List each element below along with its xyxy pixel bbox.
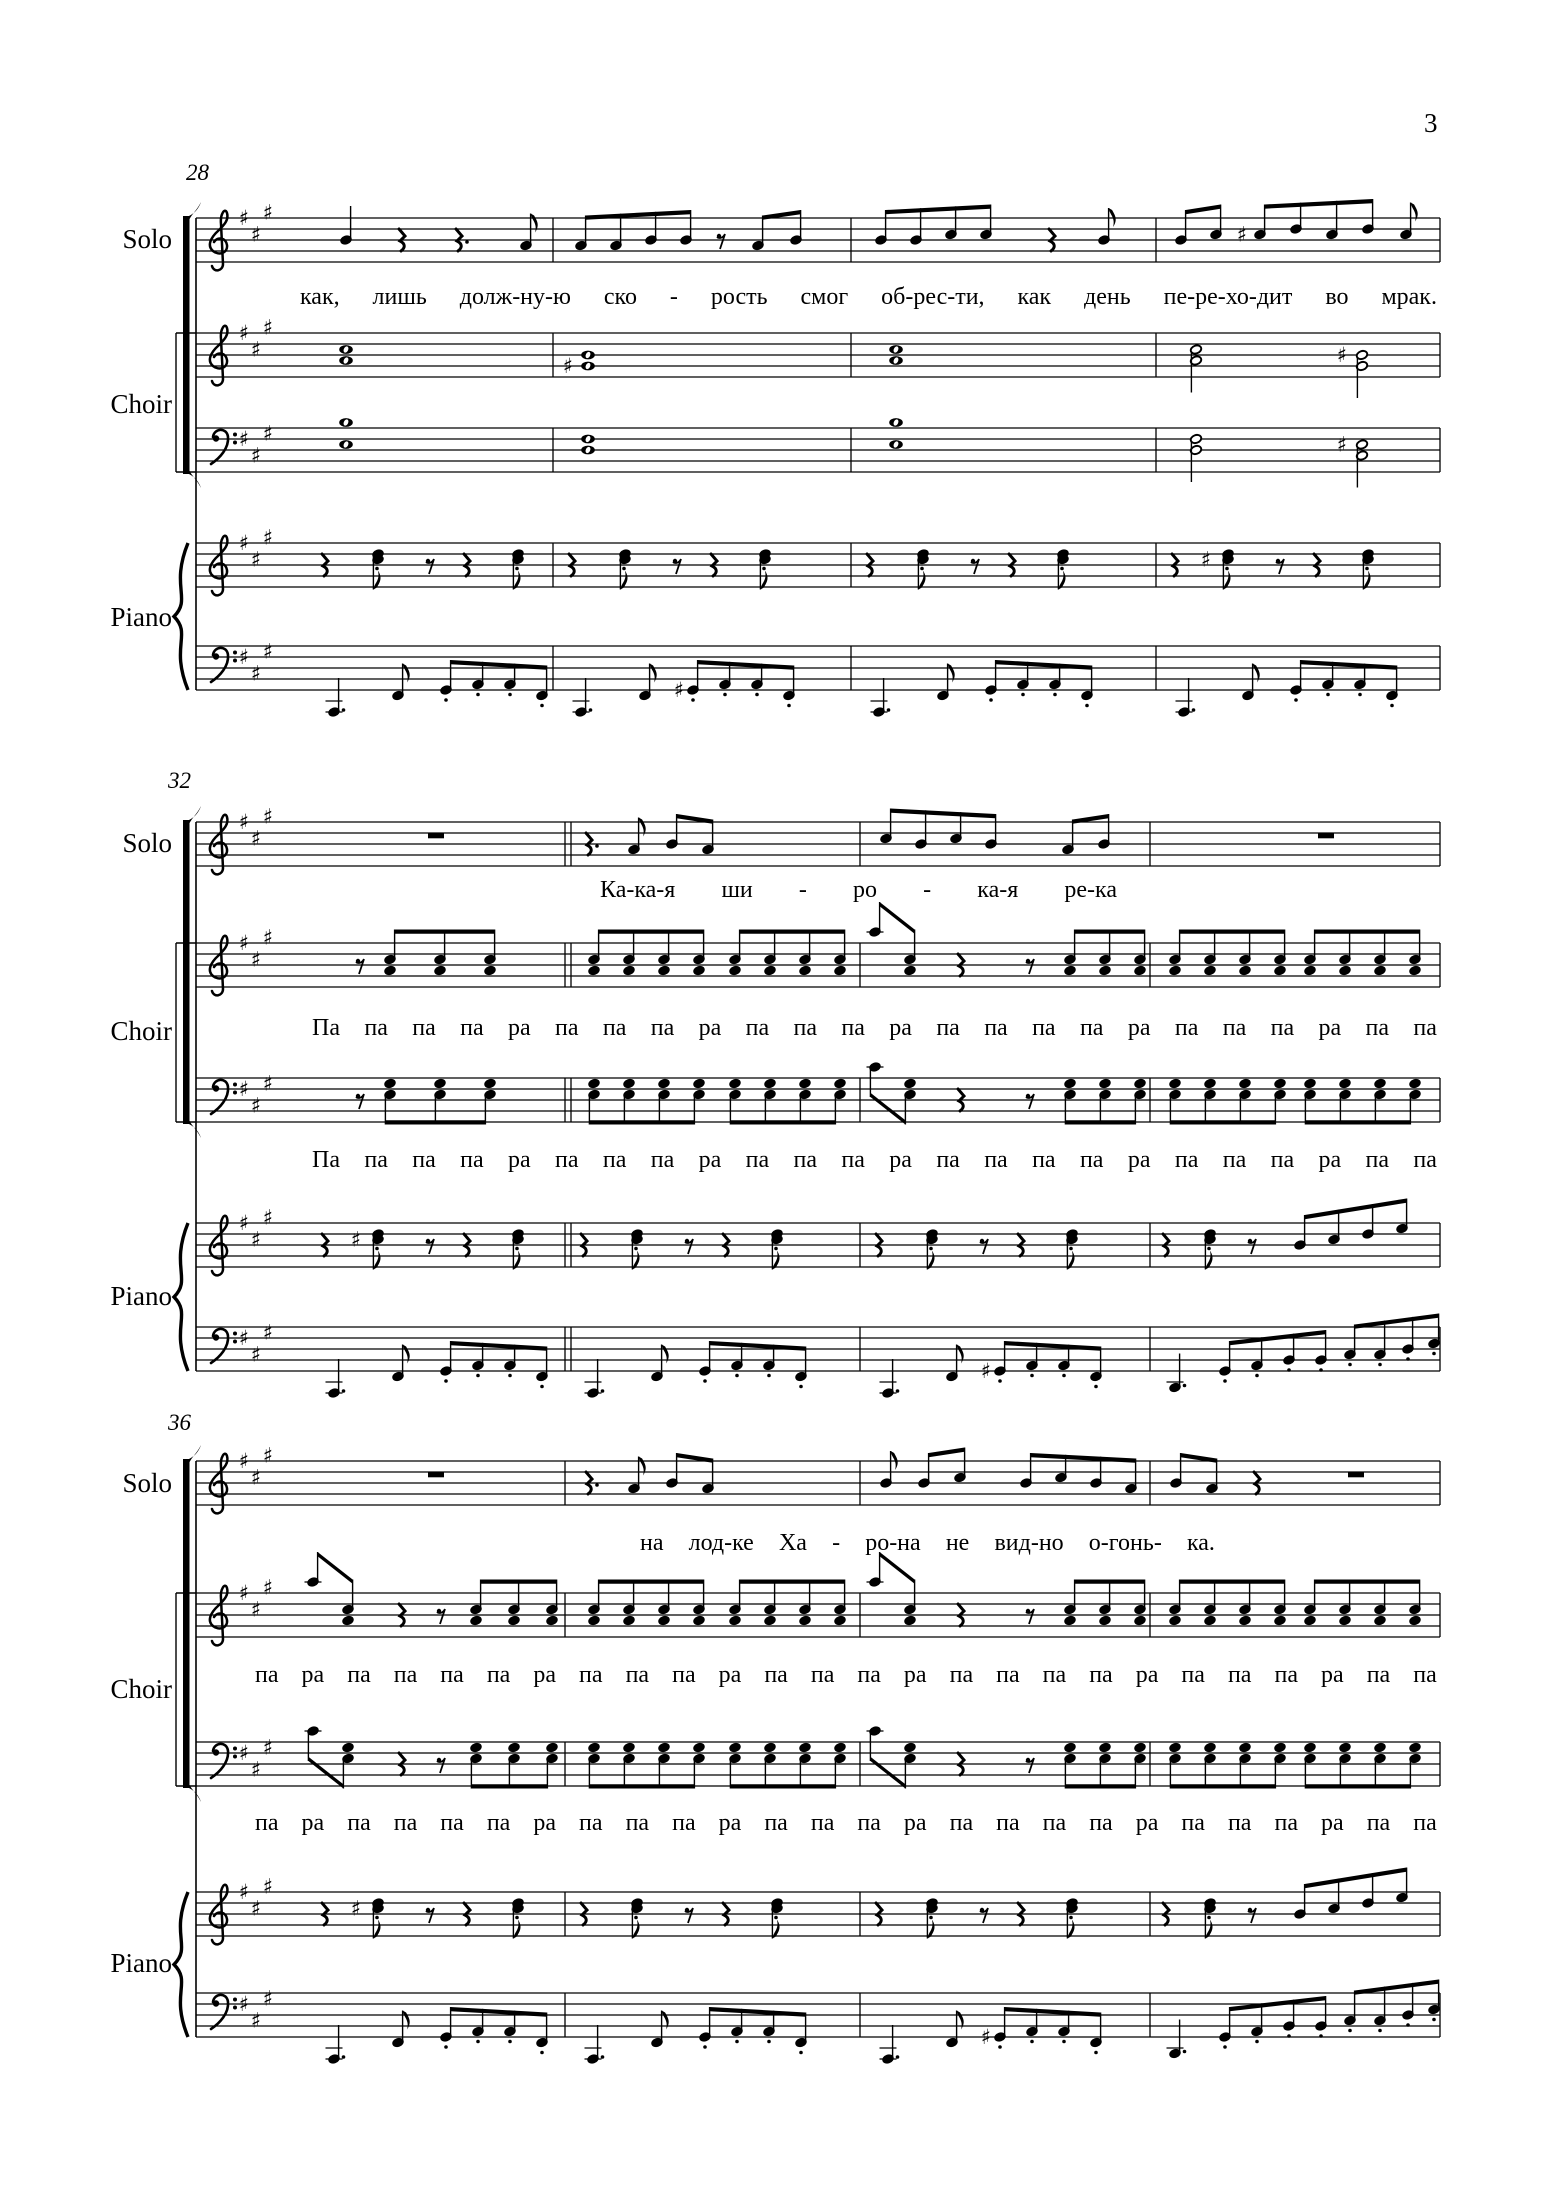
svg-text:♯: ♯: [238, 531, 250, 555]
lyric-syllable: ре-ка: [1064, 877, 1117, 903]
lyric-syllable: ра: [889, 1147, 912, 1173]
svg-text:♯: ♯: [238, 1741, 250, 1765]
svg-text:♯: ♯: [262, 1320, 274, 1345]
lyric-syllable: па: [1365, 1015, 1390, 1041]
lyric-syllable: па: [764, 1662, 788, 1688]
lyric-syllable: ра: [1127, 1015, 1151, 1041]
lyric-syllable: ра: [301, 1662, 325, 1688]
lyric-syllable: ра: [889, 1015, 912, 1041]
svg-text:♯: ♯: [238, 931, 250, 955]
lyric-syllable: ра: [698, 1147, 722, 1173]
instrument-label-choir: Choir: [110, 1674, 172, 1704]
lyric-syllable: па: [1079, 1015, 1104, 1041]
lyric-syllable: па: [810, 1662, 835, 1688]
lyric-syllable: па: [364, 1147, 388, 1173]
page-number: 3: [1424, 108, 1438, 138]
lyric-syllable: па: [1366, 1810, 1391, 1836]
lyric-syllable: па: [1227, 1810, 1252, 1836]
lyric-syllable: па: [1413, 1015, 1437, 1041]
choir-lyrics-top-line: [312, 1014, 1437, 1042]
lyric-syllable: па: [1413, 1147, 1437, 1173]
svg-text:♯: ♯: [262, 925, 274, 950]
lyric-syllable: ка.: [1186, 1530, 1215, 1556]
svg-text:♯: ♯: [238, 427, 250, 451]
lyric-syllable: па: [1089, 1662, 1113, 1688]
choir-bass-staff: [196, 1061, 1440, 1124]
lyric-syllable: па: [810, 1810, 835, 1836]
svg-text:♯: ♯: [250, 1227, 262, 1252]
solo-staff: [196, 199, 1440, 270]
lyric-syllable: ра: [1127, 1147, 1151, 1173]
lyric-syllable: па: [1042, 1662, 1067, 1688]
lyric-syllable: ра: [698, 1015, 722, 1041]
svg-text:♯: ♯: [262, 1575, 274, 1600]
lyric-syllable: па: [412, 1015, 436, 1041]
bass-clef-icon: [211, 1995, 237, 2029]
lyric-syllable: па: [625, 1662, 650, 1688]
lyric-syllable: па: [1270, 1147, 1295, 1173]
lyric-syllable: об-рес-ти,: [881, 284, 985, 310]
lyric-syllable: па: [793, 1015, 818, 1041]
lyric-syllable: па: [857, 1662, 881, 1688]
lyric-syllable: Ха: [778, 1530, 807, 1556]
choir-treble-staff: [196, 316, 1440, 399]
svg-text:♯: ♯: [250, 1757, 262, 1782]
lyric-syllable: па: [393, 1662, 418, 1688]
lyric-syllable: па: [984, 1015, 1008, 1041]
lyric-syllable: па: [460, 1015, 484, 1041]
lyric-syllable: па: [793, 1147, 818, 1173]
lyric-syllable: ра: [718, 1662, 742, 1688]
svg-text:♯: ♯: [262, 804, 274, 829]
lyric-syllable: па: [579, 1810, 603, 1836]
lyric-syllable: пе-ре-хо-дит: [1163, 284, 1293, 310]
lyric-syllable: па: [1413, 1662, 1437, 1688]
lyric-syllable: ра: [1318, 1147, 1342, 1173]
lyric-syllable: па: [996, 1662, 1020, 1688]
lyric-syllable: па: [1079, 1147, 1104, 1173]
lyric-syllable: мрак.: [1381, 284, 1437, 310]
lyric-syllable: па: [486, 1810, 511, 1836]
lyric-syllable: па: [555, 1147, 579, 1173]
svg-text:♯: ♯: [350, 1227, 362, 1252]
lyric-syllable: па: [347, 1662, 371, 1688]
lyric-syllable: вид-но: [994, 1530, 1064, 1556]
lyric-syllable: ра: [1321, 1662, 1344, 1688]
svg-text:♯: ♯: [250, 1342, 262, 1367]
svg-text:♯: ♯: [238, 1211, 250, 1235]
instrument-label-choir: Choir: [110, 1016, 172, 1046]
lyric-syllable: па: [393, 1810, 418, 1836]
lyric-syllable: па: [1365, 1147, 1390, 1173]
lyric-syllable: па: [1413, 1810, 1437, 1836]
lyric-syllable: Ка-ка-я: [600, 877, 676, 903]
lyric-syllable: как,: [300, 284, 340, 310]
lyric-syllable: па: [1032, 1147, 1056, 1173]
lyric-syllable: па: [440, 1662, 464, 1688]
lyric-syllable: лод-ке: [688, 1530, 754, 1556]
svg-text:♯: ♯: [250, 826, 262, 851]
solo-lyrics-line: [600, 876, 1117, 904]
piano-bass-staff: [196, 640, 1440, 718]
lyric-syllable: па: [364, 1015, 388, 1041]
solo-staff: [196, 1444, 1440, 1514]
lyric-syllable: ра: [718, 1810, 742, 1836]
piano-bass-staff: [196, 1980, 1440, 2065]
svg-text:♯: ♯: [250, 222, 262, 247]
svg-text:♯: ♯: [262, 1443, 274, 1468]
lyric-syllable: день: [1084, 284, 1131, 310]
lyric-syllable: па: [1366, 1662, 1391, 1688]
lyric-syllable: как: [1017, 284, 1052, 310]
lyric-syllable: па: [841, 1147, 865, 1173]
svg-text:♯: ♯: [262, 1735, 274, 1760]
svg-text:♯: ♯: [262, 1874, 274, 1899]
lyric-syllable: рость: [710, 284, 768, 310]
lyric-syllable: па: [625, 1810, 650, 1836]
svg-text:♯: ♯: [250, 443, 262, 468]
lyric-syllable: па: [949, 1662, 974, 1688]
svg-text:♯: ♯: [238, 1880, 250, 1904]
svg-text:♯: ♯: [250, 1093, 262, 1118]
instrument-label-choir: Choir: [110, 389, 172, 419]
piano-treble-staff: [196, 526, 1440, 596]
lyric-syllable: па: [1042, 1810, 1067, 1836]
svg-text:♯: ♯: [238, 1077, 250, 1101]
choir-bass-staff: [196, 1725, 1440, 1788]
lyric-syllable: ско: [603, 284, 637, 310]
instrument-label-solo: Solo: [122, 1468, 172, 1498]
svg-text:♯: ♯: [262, 1071, 274, 1096]
lyric-syllable: па: [857, 1810, 881, 1836]
lyric-syllable: ра: [903, 1662, 927, 1688]
lyric-syllable: па: [996, 1810, 1020, 1836]
lyric-syllable: па: [1181, 1662, 1205, 1688]
svg-text:♯: ♯: [238, 321, 250, 345]
system-1: [174, 199, 1440, 718]
lyric-syllable: па: [672, 1662, 696, 1688]
lyric-syllable: па: [1270, 1015, 1295, 1041]
svg-text:♯: ♯: [262, 639, 274, 664]
lyric-syllable: ра: [301, 1810, 325, 1836]
lyric-syllable: па: [555, 1015, 579, 1041]
lyric-syllable: па: [1222, 1147, 1247, 1173]
lyric-syllable: па: [602, 1147, 627, 1173]
lyric-syllable: -: [669, 284, 678, 310]
lyric-syllable: ра: [533, 1662, 556, 1688]
svg-text:♯: ♯: [262, 1986, 274, 2011]
svg-text:♯: ♯: [1200, 547, 1212, 572]
lyric-syllable: па: [579, 1662, 603, 1688]
lyric-syllable: долж-ну-ю: [459, 284, 571, 310]
lyric-syllable: лишь: [372, 284, 427, 310]
lyric-syllable: па: [764, 1810, 788, 1836]
svg-text:♯: ♯: [350, 1896, 362, 1921]
lyric-syllable: па: [1032, 1015, 1056, 1041]
svg-text:♯: ♯: [238, 1581, 250, 1605]
instrument-label-solo: Solo: [122, 828, 172, 858]
svg-text:♯: ♯: [238, 1992, 250, 2016]
svg-text:♯: ♯: [1336, 343, 1348, 367]
choir-treble-staff: [196, 1552, 1440, 1645]
lyric-syllable: па: [745, 1015, 770, 1041]
piano-treble-staff: [196, 1199, 1440, 1276]
svg-text:♯: ♯: [980, 2025, 992, 2049]
bass-clef-icon: [211, 648, 237, 682]
svg-text:♯: ♯: [238, 206, 250, 230]
lyric-syllable: ра: [507, 1147, 531, 1173]
svg-text:♯: ♯: [673, 678, 685, 702]
measure-number: 36: [168, 1410, 191, 1435]
svg-text:♯: ♯: [262, 315, 274, 340]
lyric-syllable: па: [1227, 1662, 1252, 1688]
svg-text:♯: ♯: [250, 1465, 262, 1490]
svg-text:♯: ♯: [562, 354, 574, 378]
lyric-syllable: па: [650, 1147, 675, 1173]
piano-bass-staff: [196, 1314, 1440, 1399]
svg-text:♯: ♯: [250, 947, 262, 972]
lyric-syllable: па: [1089, 1810, 1113, 1836]
svg-text:♯: ♯: [262, 421, 274, 446]
svg-text:♯: ♯: [262, 525, 274, 550]
choir-treble-staff: [196, 902, 1440, 995]
measure-number: 28: [186, 160, 209, 185]
lyric-syllable: ра: [1318, 1015, 1342, 1041]
lyric-syllable: -: [798, 877, 807, 903]
svg-text:♯: ♯: [250, 2008, 262, 2033]
svg-text:♯: ♯: [980, 1359, 992, 1383]
lyric-syllable: па: [347, 1810, 371, 1836]
svg-text:♯: ♯: [238, 645, 250, 669]
lyric-syllable: па: [984, 1147, 1008, 1173]
lyric-syllable: смог: [800, 284, 849, 310]
lyric-syllable: па: [602, 1015, 627, 1041]
lyric-syllable: па: [1274, 1662, 1298, 1688]
lyric-syllable: -: [923, 877, 932, 903]
bass-clef-icon: [211, 1080, 237, 1114]
lyric-syllable: -: [832, 1530, 841, 1556]
svg-text:♯: ♯: [238, 1449, 250, 1473]
choir-lyrics-bottom-line: [255, 1809, 1437, 1837]
lyric-syllable: па: [1181, 1810, 1205, 1836]
lyric-syllable: па: [1174, 1147, 1199, 1173]
lyric-syllable: ра: [903, 1810, 927, 1836]
lyric-syllable: па: [486, 1662, 511, 1688]
lyric-syllable: па: [1274, 1810, 1298, 1836]
piano-treble-staff: [196, 1868, 1440, 1945]
lyric-syllable: па: [650, 1015, 675, 1041]
svg-text:♯: ♯: [250, 1597, 262, 1622]
svg-text:♯: ♯: [1336, 432, 1348, 457]
instrument-label-solo: Solo: [122, 224, 172, 254]
lyric-syllable: ра: [533, 1810, 556, 1836]
solo-lyrics-line: [640, 1529, 1215, 1557]
lyric-syllable: па: [255, 1662, 279, 1688]
bass-clef-icon: [211, 1744, 237, 1778]
svg-text:♯: ♯: [262, 1205, 274, 1230]
lyric-syllable: не: [945, 1530, 970, 1556]
measure-number: 32: [168, 768, 191, 793]
solo-staff: [196, 805, 1440, 875]
lyric-syllable: ро: [853, 877, 878, 903]
choir-lyrics-top-line: [255, 1661, 1437, 1689]
lyric-syllable: па: [936, 1147, 960, 1173]
lyric-syllable: па: [255, 1810, 279, 1836]
lyric-syllable: ши: [721, 877, 753, 903]
lyric-syllable: Па: [312, 1147, 340, 1173]
lyric-syllable: па: [1174, 1015, 1199, 1041]
choir-bass-staff: [196, 418, 1440, 487]
lyric-syllable: ка-я: [977, 877, 1019, 903]
lyric-syllable: па: [440, 1810, 464, 1836]
lyric-syllable: на: [640, 1530, 664, 1556]
choir-lyrics-bottom-line: [312, 1146, 1437, 1174]
svg-text:♯: ♯: [250, 661, 262, 686]
lyric-syllable: Па: [312, 1015, 340, 1041]
lyric-syllable: ра: [507, 1015, 531, 1041]
lyric-syllable: ра: [1135, 1810, 1159, 1836]
lyric-syllable: па: [1222, 1015, 1247, 1041]
lyric-syllable: во: [1325, 284, 1349, 310]
instrument-label-piano: Piano: [110, 602, 172, 632]
instrument-label-piano: Piano: [110, 1948, 172, 1978]
lyric-syllable: па: [841, 1015, 865, 1041]
svg-text:♯: ♯: [238, 1326, 250, 1350]
lyric-syllable: па: [745, 1147, 770, 1173]
solo-lyrics-line: [300, 283, 1437, 311]
lyric-syllable: па: [949, 1810, 974, 1836]
lyric-syllable: ра: [1135, 1662, 1159, 1688]
svg-text:♯: ♯: [250, 1896, 262, 1921]
svg-text:♯: ♯: [238, 810, 250, 834]
svg-text:♯: ♯: [1236, 222, 1248, 247]
lyric-syllable: па: [412, 1147, 436, 1173]
instrument-label-piano: Piano: [110, 1281, 172, 1311]
bass-clef-icon: [211, 1329, 237, 1363]
lyric-syllable: па: [936, 1015, 960, 1041]
svg-text:♯: ♯: [250, 337, 262, 362]
lyric-syllable: ра: [1321, 1810, 1344, 1836]
lyric-syllable: па: [672, 1810, 696, 1836]
lyric-syllable: па: [460, 1147, 484, 1173]
svg-text:♯: ♯: [250, 547, 262, 572]
lyric-syllable: о-гонь-: [1088, 1530, 1162, 1556]
svg-text:♯: ♯: [262, 200, 274, 225]
bass-clef-icon: [211, 430, 237, 464]
lyric-syllable: ро-на: [865, 1530, 921, 1556]
